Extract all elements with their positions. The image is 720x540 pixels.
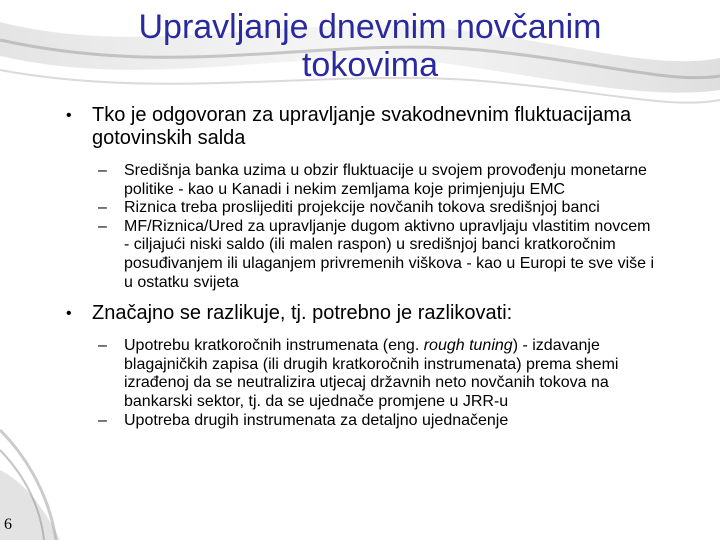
sub-item-text: Upotreba drugih instrumenata za detaljno ujednačenje [124,411,509,429]
sub-list [60,337,660,430]
sub-item [60,162,660,199]
sub-item-text: Središnja banka uzima u obzir fluktuacije u svojem provođenju monetarne politike - kao u Kanadi i nekim zemljama koje primjenjuju EMC [124,162,647,198]
bullet-text: Značajno se razlikuje, tj. potrebno je razlikovati: [92,302,513,325]
bullet-item [60,302,660,325]
slide-title-line-2: tokovima [301,46,439,84]
bullet-item [60,104,660,150]
sub-item [60,218,660,292]
english-term: rough tuning [423,337,513,355]
page-number: 6 [4,516,12,533]
sub-item [60,199,660,218]
dash-icon: – [98,162,107,179]
dash-icon: – [98,199,107,217]
dash-icon: – [98,337,107,355]
bullet-text: Tko je odgovoran za upravljanje svakodnevnim fluktuacijama gotovinskih salda [92,104,632,149]
bullet-icon: • [66,305,72,323]
sub-item [60,412,660,431]
slide-title-line-1: Upravljanje dnevnim novčanim [138,8,602,46]
slide-content [60,104,660,440]
bullet-icon: • [66,107,72,124]
sub-item-text: Riznica treba proslijediti projekcije novčanih tokova središnjoj banci [124,199,600,217]
sub-item-text: MF/Riznica/Ured za upravljanje dugom aktivno upravljaju vlastitim novcem - ciljajući niski saldo (ili malen raspon) u središnjoj banci kratkoročnim posuđivanjem ili ulaganjem privremenih viškova - kao u Europi te sve više i u ostatku svijeta [124,217,655,291]
slide-title [40,8,700,84]
sub-item [60,337,660,411]
sub-list [60,162,660,292]
dash-icon: – [98,411,107,429]
dash-icon: – [98,217,107,235]
sub-item-text: Upotrebu kratkoročnih instrumenata (eng. rough tuning) - izdavanje blagajničkih zapisa (ili drugih kratkoročnih instrumenata) prema shemi izrađenoj da se neutralizira utjecaj državnih neto novčanih tokova na bankarski sektor, tj. da se ujednače promjene u JRR-u [124,337,619,410]
